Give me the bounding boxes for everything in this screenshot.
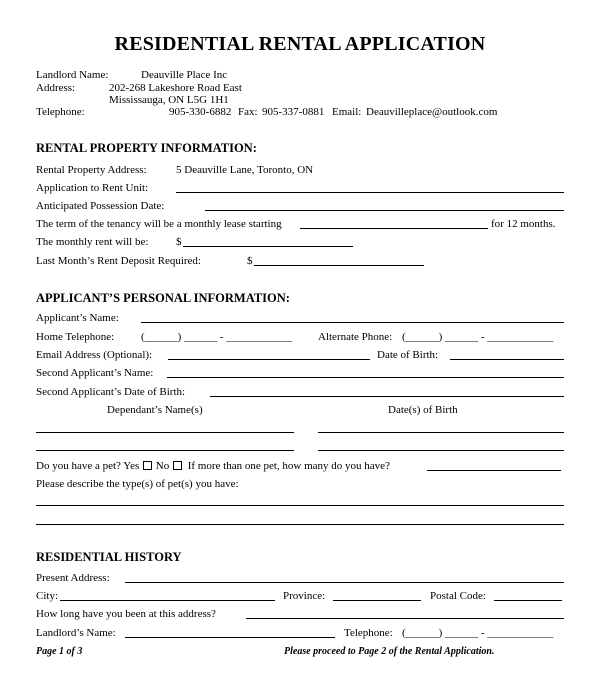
duration-field[interactable] [246, 618, 564, 619]
pet-no-checkbox[interactable] [173, 461, 182, 470]
postal-code-label: Postal Code: [430, 590, 486, 602]
dob-label: Date of Birth: [377, 349, 439, 361]
second-applicant-dob-label: Second Applicant’s Date of Birth: [36, 386, 186, 398]
pet-yes-label: Yes [123, 460, 140, 472]
rental-address: 5 Deauville Lane, Toronto, ON [176, 164, 314, 176]
present-address-field[interactable] [125, 582, 564, 583]
deposit-label: Last Month’s Rent Deposit Required: [36, 255, 201, 267]
applicant-heading: APPLICANT’S PERSONAL INFORMATION: [36, 291, 290, 305]
footer-note: Please proceed to Page 2 of the Rental Application. [284, 646, 495, 657]
landlord-name-history-label: Landlord’s Name: [36, 627, 116, 639]
dependant-dob-field-1[interactable] [318, 432, 564, 433]
monthly-rent-label: The monthly rent will be: [36, 236, 149, 248]
dependant-name-field-2[interactable] [36, 450, 294, 451]
applicant-name-label: Applicant’s Name: [36, 312, 119, 324]
pet-describe-label: Please describe the type(s) of pet(s) you have: [36, 478, 239, 490]
landlord-phone-field[interactable]: (______) ______ - ____________ [402, 627, 554, 639]
dependants-dob-header: Date(s) of Birth [388, 404, 458, 416]
monthly-rent-field[interactable] [183, 246, 353, 247]
page-number: Page 1 of 3 [36, 646, 83, 657]
landlord-name-label: Landlord Name: [36, 69, 109, 81]
second-applicant-dob-field[interactable] [210, 396, 564, 397]
landlord-fax-label: Fax: [238, 106, 258, 118]
landlord-address-label: Address: [36, 82, 76, 94]
rent-unit-field[interactable] [176, 192, 564, 193]
rental-address-label: Rental Property Address: [36, 164, 147, 176]
second-applicant-name-label: Second Applicant’s Name: [36, 367, 154, 379]
landlord-telephone-label: Telephone: [36, 106, 85, 118]
dob-field[interactable] [450, 359, 564, 360]
city-label: City: [36, 590, 59, 602]
rental-property-heading: RENTAL PROPERTY INFORMATION: [36, 141, 257, 155]
alt-phone-label: Alternate Phone: [318, 331, 393, 343]
deposit-currency: $ [247, 255, 253, 267]
duration-label: How long have you been at this address? [36, 608, 216, 620]
residential-history-heading: RESIDENTIAL HISTORY [36, 550, 182, 564]
pet-question: Do you have a pet? [36, 460, 121, 472]
pet-question-row [36, 460, 390, 473]
landlord-name: Deauville Place Inc [141, 69, 228, 81]
page-title: RESIDENTIAL RENTAL APPLICATION [114, 33, 486, 55]
applicant-name-field[interactable] [141, 322, 564, 323]
pet-count-question: If more than one pet, how many do you have? [187, 460, 390, 472]
home-phone-label: Home Telephone: [36, 331, 115, 343]
possession-date-field[interactable] [205, 210, 564, 211]
landlord-address-line2: Mississauga, ON L5G 1H1 [109, 94, 229, 106]
pet-description-field-2[interactable] [36, 524, 564, 525]
landlord-fax: 905-337-0881 [262, 106, 325, 118]
landlord-email: Deauvilleplace@outlook.com [366, 106, 498, 118]
deposit-field[interactable] [254, 265, 424, 266]
tenancy-term-label: The term of the tenancy will be a monthly lease starting [36, 218, 282, 230]
pet-count-field[interactable] [427, 470, 561, 471]
pet-description-field-1[interactable] [36, 505, 564, 506]
dependants-header: Dependant’s Name(s) [107, 404, 203, 416]
email-field[interactable] [168, 359, 370, 360]
second-applicant-name-field[interactable] [167, 377, 564, 378]
email-label: Email Address (Optional): [36, 349, 153, 361]
landlord-address-line1: 202-268 Lakeshore Road East [109, 82, 242, 94]
pet-no-label: No [155, 460, 170, 472]
alt-phone-field[interactable]: (______) ______ - ____________ [402, 331, 554, 343]
landlord-telephone: 905-330-6882 [169, 106, 232, 118]
present-address-label: Present Address: [36, 572, 110, 584]
pet-yes-checkbox[interactable] [143, 461, 152, 470]
landlord-phone-label: Telephone: [344, 627, 393, 639]
landlord-name-history-field[interactable] [125, 637, 335, 638]
possession-date-label: Anticipated Possession Date: [36, 200, 165, 212]
province-label: Province: [283, 590, 326, 602]
province-field[interactable] [333, 600, 421, 601]
dependant-dob-field-2[interactable] [318, 450, 564, 451]
postal-code-field[interactable] [494, 600, 562, 601]
city-field[interactable] [60, 600, 275, 601]
rent-unit-label: Application to Rent Unit: [36, 182, 149, 194]
monthly-rent-currency: $ [176, 236, 182, 248]
dependant-name-field-1[interactable] [36, 432, 294, 433]
landlord-email-label: Email: [332, 106, 362, 118]
tenancy-start-field[interactable] [300, 228, 488, 229]
tenancy-term-suffix: for 12 months. [491, 218, 556, 230]
home-phone-field[interactable]: (______) ______ - ____________ [141, 331, 293, 343]
